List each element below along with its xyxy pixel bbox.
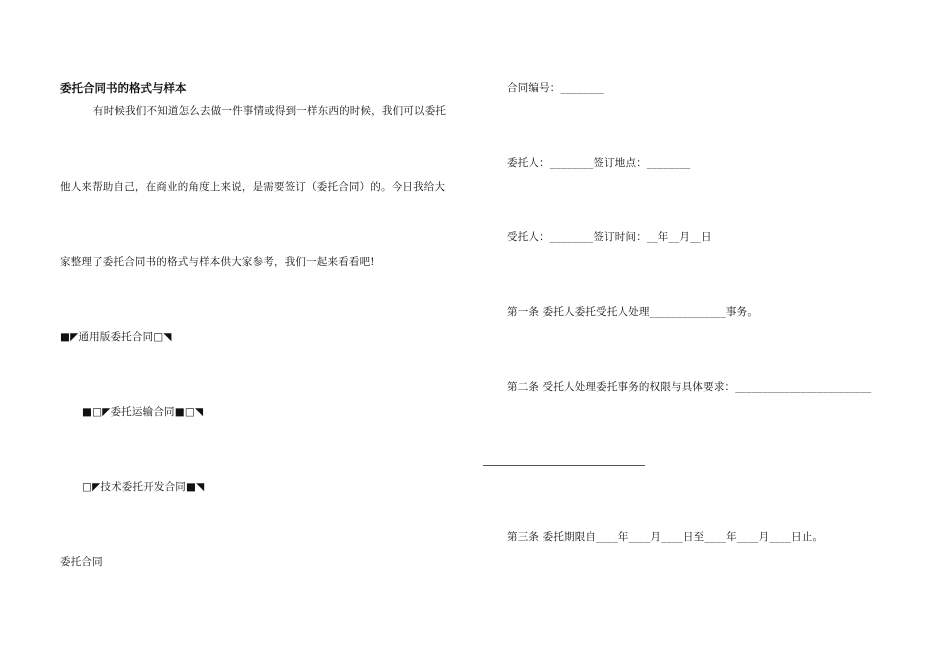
agent-line: 受托人：________签订时间：__年__月__日 (507, 231, 712, 243)
article-1: 第一条 委托人委托受托人处理______________事务。 (507, 306, 759, 318)
article-3: 第三条 委托期限自____年____月____日至____年____月____日止。 (507, 531, 824, 543)
intro-line-1: 有时候我们不知道怎么去做一件事情或得到一样东西的时候，我们可以委托 (93, 105, 447, 117)
link-tech-development-contract[interactable]: □◤技术委托开发合同■◥ (82, 481, 205, 493)
article-2: 第二条 受托人处理委托事务的权限与具体要求：_________________________ (507, 381, 872, 393)
contract-number: 合同编号：________ (507, 82, 605, 94)
section-label: 委托合同 (60, 556, 103, 568)
link-transport-contract[interactable]: ■□◤委托运输合同■□◥ (82, 406, 204, 418)
intro-line-2: 他人来帮助自己，在商业的角度上来说，是需要签订（委托合同）的。今日我给大 (60, 181, 446, 193)
client-line: 委托人：________签订地点：________ (507, 157, 691, 169)
intro-line-3: 家整理了委托合同书的格式与样本供大家参考，我们一起来看看吧! (60, 256, 375, 268)
link-general-contract[interactable]: ■◤通用版委托合同□◥ (60, 331, 172, 343)
document-title: 委托合同书的格式与样本 (60, 81, 187, 95)
blank-underline (483, 465, 645, 466)
